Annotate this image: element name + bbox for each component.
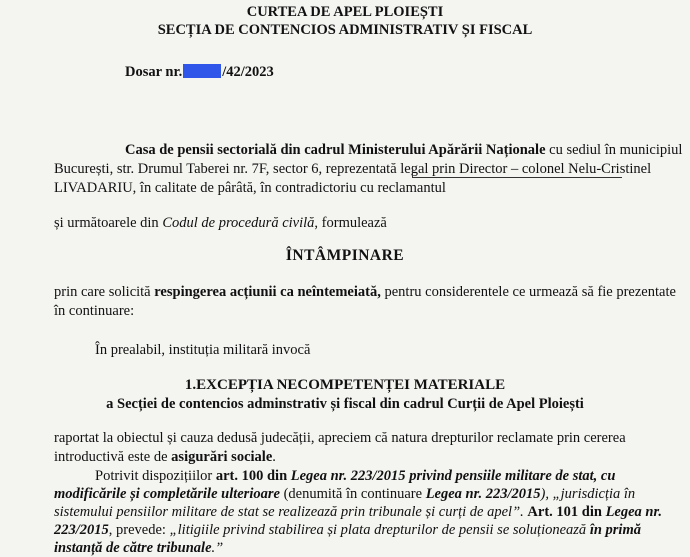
request-after: pentru considerentele ce urmează să fie prezentate — [380, 284, 676, 300]
case-number — [125, 64, 274, 81]
signature-rule — [412, 177, 622, 178]
procedure-code-line — [54, 215, 387, 232]
para2-l3-b: ”. — [512, 504, 528, 520]
case-number-prefix: Dosar nr. — [125, 64, 183, 80]
para2-l3-d: Legea nr. — [605, 504, 662, 520]
para2-line-4 — [54, 522, 641, 539]
request-bold: respingerea acțiunii ca neîntemeiată, — [154, 284, 381, 300]
para2-l4-b: , prevede: — [108, 522, 170, 538]
para2-l2-c: Legea nr. 223/2015 — [425, 486, 541, 502]
para2-line-5 — [54, 540, 223, 557]
para2-line-3 — [54, 504, 662, 521]
para2-l4-c: „litigiile privind stabilirea și plata drepturilor de pensii se soluționează — [169, 522, 590, 538]
party-line-2: București, str. Drumul Taberei nr. 7F, sector 6, reprezentată legal prin Director – colonel Nelu-Cristinel — [54, 161, 652, 177]
para2-l3-a: sistemului pensiilor militare de stat se realizează prin tribunale și curți de apel — [54, 504, 513, 520]
redaction-mark — [183, 64, 221, 78]
request-line-1 — [54, 284, 676, 301]
para1-before: introductivă este de — [54, 449, 172, 465]
para2-l2-d: ), „jurisdicția în — [540, 486, 636, 502]
para2-line-2 — [54, 486, 635, 503]
document-title: ÎNTÂMPINARE — [285, 247, 405, 264]
signature-rule-tick — [412, 166, 413, 177]
case-number-suffix: /42/2023 — [222, 64, 274, 80]
request-line-2: în continuare: — [54, 303, 135, 319]
court-name: CURTEA DE APEL PLOIEȘTI — [246, 4, 444, 20]
party-name: Casa de pensii sectorială din cadrul Ministerului Apărării Naționale — [125, 142, 546, 158]
code-name: Codul de procedură civilă — [162, 215, 315, 231]
para1-bold: asigurări sociale — [171, 449, 273, 465]
para2-l4-d: în primă — [589, 522, 641, 538]
para2-l1-b: art. 100 din — [215, 468, 291, 484]
para2-l4-a: 223/2015 — [54, 522, 109, 538]
para1-line-1: raportat la obiectul și cauza dedusă judecății, apreciem că natura drepturilor reclamate prin cererea — [54, 430, 626, 446]
para2-l5-b: .” — [211, 540, 224, 556]
party-line-1 — [125, 142, 682, 159]
para2-line-1 — [95, 468, 615, 485]
para2-l1-a: Potrivit dispozițiilor — [95, 468, 216, 484]
exception-title: 1.EXCEPȚIA NECOMPETENȚEI MATERIALE — [184, 377, 506, 393]
exception-subtitle: a Secției de contencios adminstrativ și fiscal din cadrul Curții de Apel Ploiești — [106, 396, 584, 412]
party-line-1-rest: cu sediul în municipiul — [545, 142, 683, 158]
para2-l2-b: (denumită în continuare — [279, 486, 426, 502]
request-before: prin care solicită — [54, 284, 155, 300]
para1-after: . — [272, 449, 276, 465]
para2-l2-a: modificările și completările ulterioare — [54, 486, 280, 502]
para2-l5-a: instanță de către tribunale — [54, 540, 212, 556]
para2-l3-c: Art. 101 din — [527, 504, 606, 520]
code-after: , formulează — [314, 215, 387, 231]
para2-l1-d: privind pensiile militare de stat, cu — [405, 468, 616, 484]
party-line-3: LIVADARIU, în calitate de pârâtă, în contradictoriu cu reclamantul — [54, 180, 446, 196]
court-section: SECȚIA DE CONTENCIOS ADMINISTRATIV ȘI FISCAL — [157, 22, 533, 38]
para1-line-2 — [54, 449, 276, 466]
para2-l1-c: Legea nr. 223/2015 — [290, 468, 406, 484]
code-before: și următoarele din — [54, 215, 163, 231]
preliminary-text: În prealabil, instituția militară invocă — [95, 342, 311, 358]
